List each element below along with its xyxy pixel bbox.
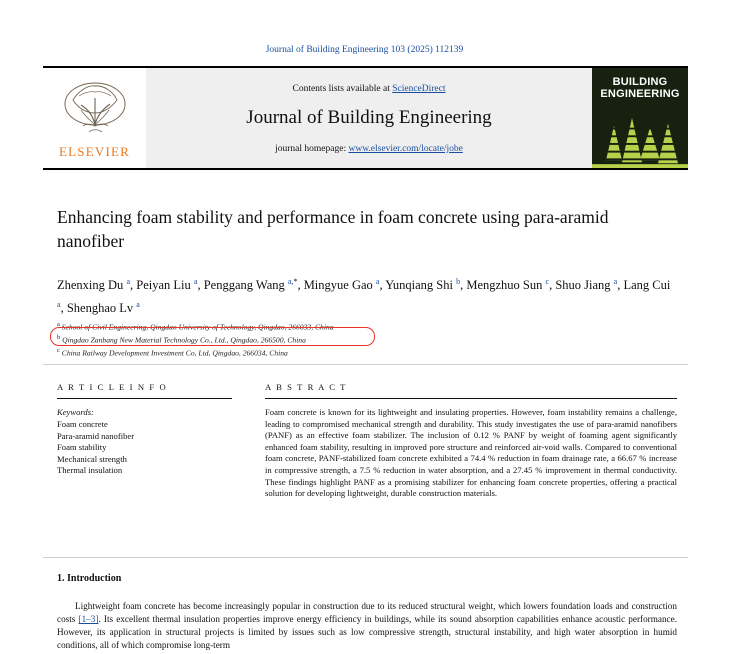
article-info-column: [57, 382, 232, 477]
affiliation-c-marker: c: [57, 347, 60, 355]
journal-cover-image: [592, 68, 688, 168]
affiliation-a-marker: a: [57, 321, 60, 328]
keyword-item: Thermal insulation: [57, 465, 123, 475]
journal-homepage-link[interactable]: www.elsevier.com/locate/jobe: [348, 144, 463, 154]
keywords-list: [57, 419, 232, 477]
keyword-item: Foam concrete: [57, 419, 108, 429]
cover-title: [592, 76, 688, 100]
author-list: [57, 272, 677, 318]
sciencedirect-link[interactable]: ScienceDirect: [392, 84, 446, 94]
section-heading-introduction: 1. Introduction: [57, 573, 122, 584]
cover-title-line2: ENGINEERING: [600, 88, 680, 100]
abstract-text: Foam concrete is known for its lightweight and insulating properties. However, foam instability remains a challenge, leading to compromised mechanical strength and durability. This study investigates the use of para-aramid nanofibers (PANF) as an effective foam stabilizer. The inclusion of 0.12 % PANF by weight of foaming agent significantly enhanced foam stability, resulting in improved pore structure and reinforced air-void walls. Compared to conventional foam concrete, PANF-stabilized foam concrete exhibited a 74.4 % reduction in foam drainage rate, a 66.67 % increase in compressive strength, a 7.5 % reduction in water absorption, and a 27.45 % improvement in thermal conductivity. These findings highlight PANF as a promising stabilizer for enhancing foam concrete properties, offering a practical solution for developing lightweight, durable construction materials.: [265, 407, 677, 499]
introduction-paragraph: [57, 600, 677, 652]
article-info-heading: A R T I C L E I N F O: [57, 382, 168, 392]
keyword-item: Para-aramid nanofiber: [57, 430, 135, 441]
info-section-top-rule: [43, 364, 688, 365]
affiliation-b-marker: b: [57, 334, 61, 342]
affiliation-c-text: China Railway Development Investment Co, Ltd, Qingdao, 266034, China: [61, 348, 288, 358]
affiliation-list: [57, 320, 677, 359]
citation-link[interactable]: [1–3]: [78, 614, 99, 624]
keywords-label: Keywords:: [57, 407, 94, 417]
affiliation-a-text: School of Civil Engineering, Qingdao University of Technology, Qingdao, 266033, China: [61, 322, 334, 332]
intro-text-part2: . Its excellent thermal insulation properties improve energy efficiency in buildings, while its sound absorption capabilities enhance acoustic performance. However, its application in structural projects is limited by issues such as low compressive strength, structural instability, and high water absorption in humid conditions, all of which compromise long-term: [57, 614, 678, 650]
keyword-item: Foam stability: [57, 442, 107, 452]
elsevier-wordmark: ELSEVIER: [59, 144, 130, 159]
homepage-prefix: journal homepage:: [275, 144, 349, 154]
affiliation-b-text: Qingdao Zanbang New Material Technology Co., Ltd., Qingdao, 266500, China: [62, 335, 306, 345]
abstract-rule: [265, 398, 677, 399]
contents-prefix: Contents lists available at: [292, 84, 393, 94]
journal-running-head: Journal of Building Engineering 103 (2025) 112139: [265, 45, 464, 55]
journal-homepage-line: [275, 144, 463, 154]
elsevier-tree-icon: [59, 80, 131, 142]
affiliation-c: [57, 346, 677, 359]
journal-masthead: [43, 66, 688, 170]
author-names: Zhenxing Du $^a$, Peiyan Liu $^a$, Penggang Wang $^{a,*}$, Mingyue Gao $^a$, Yunqiang Shi $^b$, Mengzhuo Sun $^c$, Shuo Jiang $^a$, Lang Cui $^a$, Shenghao Lv $^a$: [57, 277, 671, 316]
journal-title: Journal of Building Engineering: [246, 107, 492, 128]
affiliation-a: [57, 320, 677, 333]
article-info-rule: [57, 398, 232, 399]
keyword-item: Mechanical strength: [57, 453, 127, 464]
abstract-heading: A B S T R A C T: [265, 382, 348, 392]
title-block: [57, 205, 677, 253]
affiliation-b: [57, 333, 677, 346]
page-title: Enhancing foam stability and performance in foam concrete using para-aramid nanofiber: [57, 207, 609, 251]
contents-available-line: [292, 84, 445, 94]
intro-text-part1: Lightweight foam concrete has become increasingly popular in construction due to its reduced structural weight, which lowers foundation loads and construction costs: [57, 601, 677, 624]
cover-title-line1: BUILDING: [612, 76, 668, 88]
masthead-center: [146, 68, 592, 168]
info-section-bottom-rule: [43, 557, 688, 558]
elsevier-logo: [43, 68, 146, 168]
abstract-column: [265, 382, 677, 500]
